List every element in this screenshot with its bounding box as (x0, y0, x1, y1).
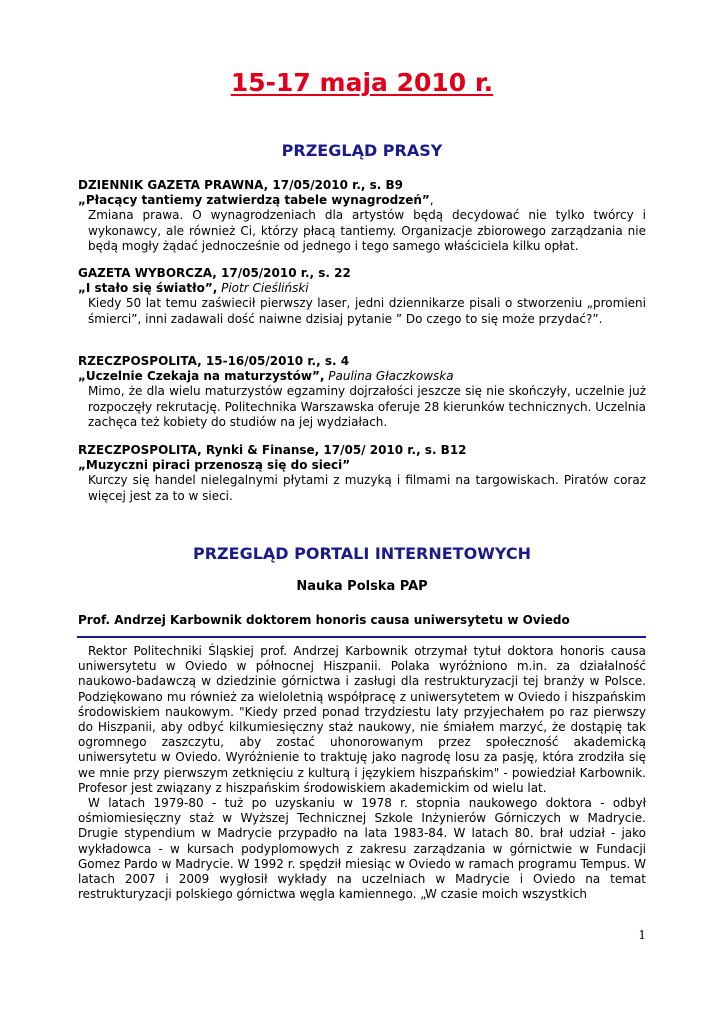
article-paragraph: Rektor Politechniki Śląskiej prof. Andrzej Karbownik otrzymał tytuł doktora honoris causa uniwersytetu w Oviedo w północnej Hiszpanii. Polaka wyróżniono m.in. za działalność naukowo-badawczą w dziedzinie górnictwa i zasługi dla restrukturyzacji tej branży w Polsce. Podziękowano mu również za wieloletnią współpracę z uniwersytetem w Oviedo i hiszpańskim środowiskiem naukowym. "Kiedy przed ponad trzydziestu laty przyjechałem po raz pierwszy do Hiszpanii, aby odbyć kilkumiesięczny staż naukowy, nie śmiałem marzyć, że dostąpię tak ogromnego zaszczytu, aby zostać uhonorowanym przez społeczność akademicką uniwersytetu w Oviedo. Wyróżnienie to traktuję jako nagrodę losu za pasję, która zrodziła się we mnie przy pierwszym zetknięciu z kulturą i językiem hiszpańskim" - powiedział Karbownik. Profesor jest związany z hiszpańskim środowiskiem akademickim od wielu lat. (78, 644, 646, 795)
press-item-source: RZECZPOSPOLITA, 15-16/05/2010 r., s. 4 (78, 354, 350, 368)
page-number: 1 (638, 928, 646, 942)
press-item-title: „Muzyczni piraci przenoszą się do sieci” (78, 458, 351, 472)
press-item-summary: Kurczy się handel nielegalnymi płytami z muzyką i filmami na targowiskach. Piratów coraz więcej jest za to w sieci. (88, 473, 646, 503)
section-divider (77, 636, 646, 638)
press-item-source: RZECZPOSPOLITA, Rynki & Finanse, 17/05/ 2010 r., s. B12 (78, 443, 467, 457)
press-item-title: „Uczelnie Czekaja na maturzystów”, (78, 369, 325, 383)
press-item-source: DZIENNIK GAZETA PRAWNA, 17/05/2010 r., s. B9 (78, 178, 404, 192)
press-review-heading: PRZEGLĄD PRASY (281, 141, 443, 160)
article-body (78, 644, 646, 902)
press-item-source: GAZETA WYBORCZA, 17/05/2010 r., s. 22 (78, 266, 351, 280)
article-title: Prof. Andrzej Karbownik doktorem honoris causa uniwersytetu w Oviedo (78, 613, 570, 627)
press-item-title: „Płacący tantiemy zatwierdzą tabele wynagrodzeń” (78, 193, 430, 207)
press-item-author: Paulina Głaczkowska (328, 369, 454, 383)
press-item-title-line (78, 369, 454, 384)
press-item-summary: Mimo, że dla wielu maturzystów egzaminy dojrzałości jeszcze się nie skończyły, uczelnie już rozpoczęły rekrutację. Politechnika Warszawska oferuje 28 kierunków technicznych. Uczelnia zachęca też kobiety do studiów na jej wydziałach. (88, 384, 646, 429)
press-item-title-suffix: , (429, 193, 434, 207)
portals-review-heading: PRZEGLĄD PORTALI INTERNETOWYCH (193, 544, 531, 563)
press-item-title: „I stało się światło”, (78, 281, 218, 295)
page-date-title: 15-17 maja 2010 r. (230, 68, 494, 97)
press-item-title-line (78, 281, 309, 296)
press-item-summary: Kiedy 50 lat temu zaświecił pierwszy laser, jedni dziennikarze pisali o stworzeniu „promieni śmierci”, inni zadawali dość naiwne dzisiaj pytanie ” Do czego to się może przydać?”. (88, 296, 646, 326)
press-item-title-line (78, 458, 350, 473)
portal-name: Nauka Polska PAP (296, 579, 428, 594)
article-paragraph: W latach 1979-80 - tuż po uzyskaniu w 1978 r. stopnia naukowego doktora - odbył ośmiomiesięczny staż w Wyższej Technicznej Szkole Inżynierów Górniczych w Madrycie. Drugie stypendium w Madrycie przypadło na lata 1983-84. W latach 80. brał udział - jako wykładowca - w kursach podyplomowych z zakresu zarządzania w górnictwie w Fundacji Gomez Pardo w Madrycie. W 1992 r. spędził miesiąc w Oviedo w ramach programu Tempus. W latach 2007 i 2009 wygłosił wykłady na uczelniach w Madrycie i Oviedo na temat restrukturyzacji polskiego górnictwa węgla kamiennego. „W czasie moich wszystkich (78, 796, 646, 902)
press-item-summary: Zmiana prawa. O wynagrodzeniach dla artystów będą decydować nie tylko twórcy i wykonawcy, ale również Ci, którzy płacą tantiemy. Organizacje zbiorowego zarządzania nie będą mogły żądać jednocześnie od jednego i tego samego właściciela kilku opłat. (88, 208, 646, 253)
press-item-title-line (78, 193, 434, 208)
press-item-author: Piotr Cieśliński (221, 281, 309, 295)
